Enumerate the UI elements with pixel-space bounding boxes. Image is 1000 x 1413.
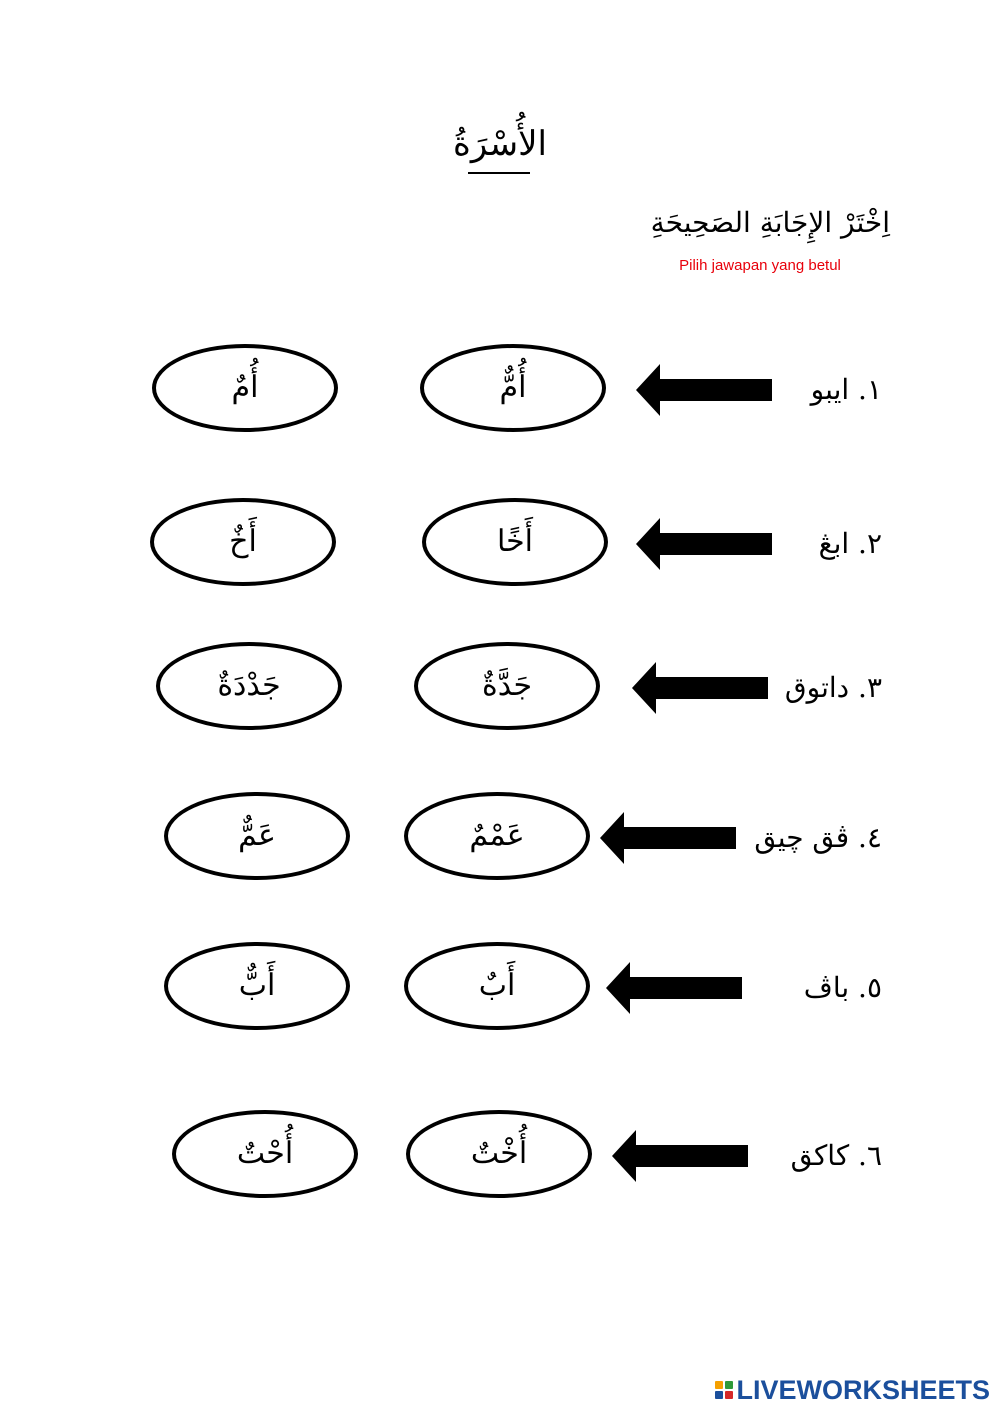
question-label: ٣. داتوق xyxy=(784,671,882,704)
question-label: ٥. باڤ xyxy=(803,971,882,1004)
answer-option-first[interactable] xyxy=(406,1110,592,1198)
answer-option-text: جَدَّةٌ xyxy=(482,668,533,703)
answer-option-text: عَمٌّ xyxy=(238,818,276,853)
answer-option-text: أَبٌ xyxy=(478,968,516,1003)
liveworksheets-logo-icon xyxy=(715,1381,733,1399)
question-label: ٢. ابڠ xyxy=(818,527,882,560)
left-arrow-icon xyxy=(632,662,768,714)
answer-option-text: عَمْمٌ xyxy=(469,818,525,853)
question-row xyxy=(0,792,1000,888)
answer-option-text: أَخٌ xyxy=(229,524,257,559)
answer-option-first[interactable] xyxy=(404,942,590,1030)
answer-option-second[interactable] xyxy=(152,344,338,432)
question-row xyxy=(0,498,1000,594)
answer-option-text: أُمٌّ xyxy=(499,370,527,405)
answer-option-text: أُمٌ xyxy=(231,370,259,405)
answer-option-second[interactable] xyxy=(164,792,350,880)
question-label: ١. ايبو xyxy=(810,373,882,406)
left-arrow-icon xyxy=(612,1130,748,1182)
question-row xyxy=(0,1110,1000,1206)
worksheet-title: الأُسْرَةُ xyxy=(453,124,547,164)
logo-square xyxy=(715,1391,723,1399)
question-label: ٤. ڤق چيق xyxy=(754,821,882,854)
answer-option-text: أَبٌّ xyxy=(238,968,276,1003)
answer-option-second[interactable] xyxy=(172,1110,358,1198)
answer-option-first[interactable] xyxy=(420,344,606,432)
brand-wordmark: LIVEWORKSHEETS xyxy=(736,1374,990,1405)
answer-option-first[interactable] xyxy=(422,498,608,586)
title-underline xyxy=(468,172,530,174)
answer-option-first[interactable] xyxy=(404,792,590,880)
logo-square xyxy=(725,1391,733,1399)
answer-option-second[interactable] xyxy=(164,942,350,1030)
left-arrow-icon xyxy=(636,518,772,570)
left-arrow-icon xyxy=(600,812,736,864)
question-label: ٦. كاكق xyxy=(790,1139,882,1172)
question-row xyxy=(0,642,1000,738)
answer-option-first[interactable] xyxy=(414,642,600,730)
answer-option-text: أَخًا xyxy=(496,524,534,559)
left-arrow-icon xyxy=(606,962,742,1014)
liveworksheets-brand xyxy=(715,1373,990,1407)
question-row xyxy=(0,942,1000,1038)
question-row xyxy=(0,344,1000,440)
answer-option-text: أُخْتٌ xyxy=(470,1136,528,1171)
answer-option-text: جَدْدَةٌ xyxy=(217,668,281,703)
instruction-malay: Pilih jawapan yang betul xyxy=(679,257,841,274)
instruction-arabic: اِخْتَرْ الإِجَابَةِ الصَحِيحَةِ xyxy=(650,206,890,239)
left-arrow-icon xyxy=(636,364,772,416)
logo-square xyxy=(725,1381,733,1389)
answer-option-second[interactable] xyxy=(156,642,342,730)
answer-option-second[interactable] xyxy=(150,498,336,586)
answer-option-text: أُحْتٌ xyxy=(236,1136,294,1171)
logo-square xyxy=(715,1381,723,1389)
